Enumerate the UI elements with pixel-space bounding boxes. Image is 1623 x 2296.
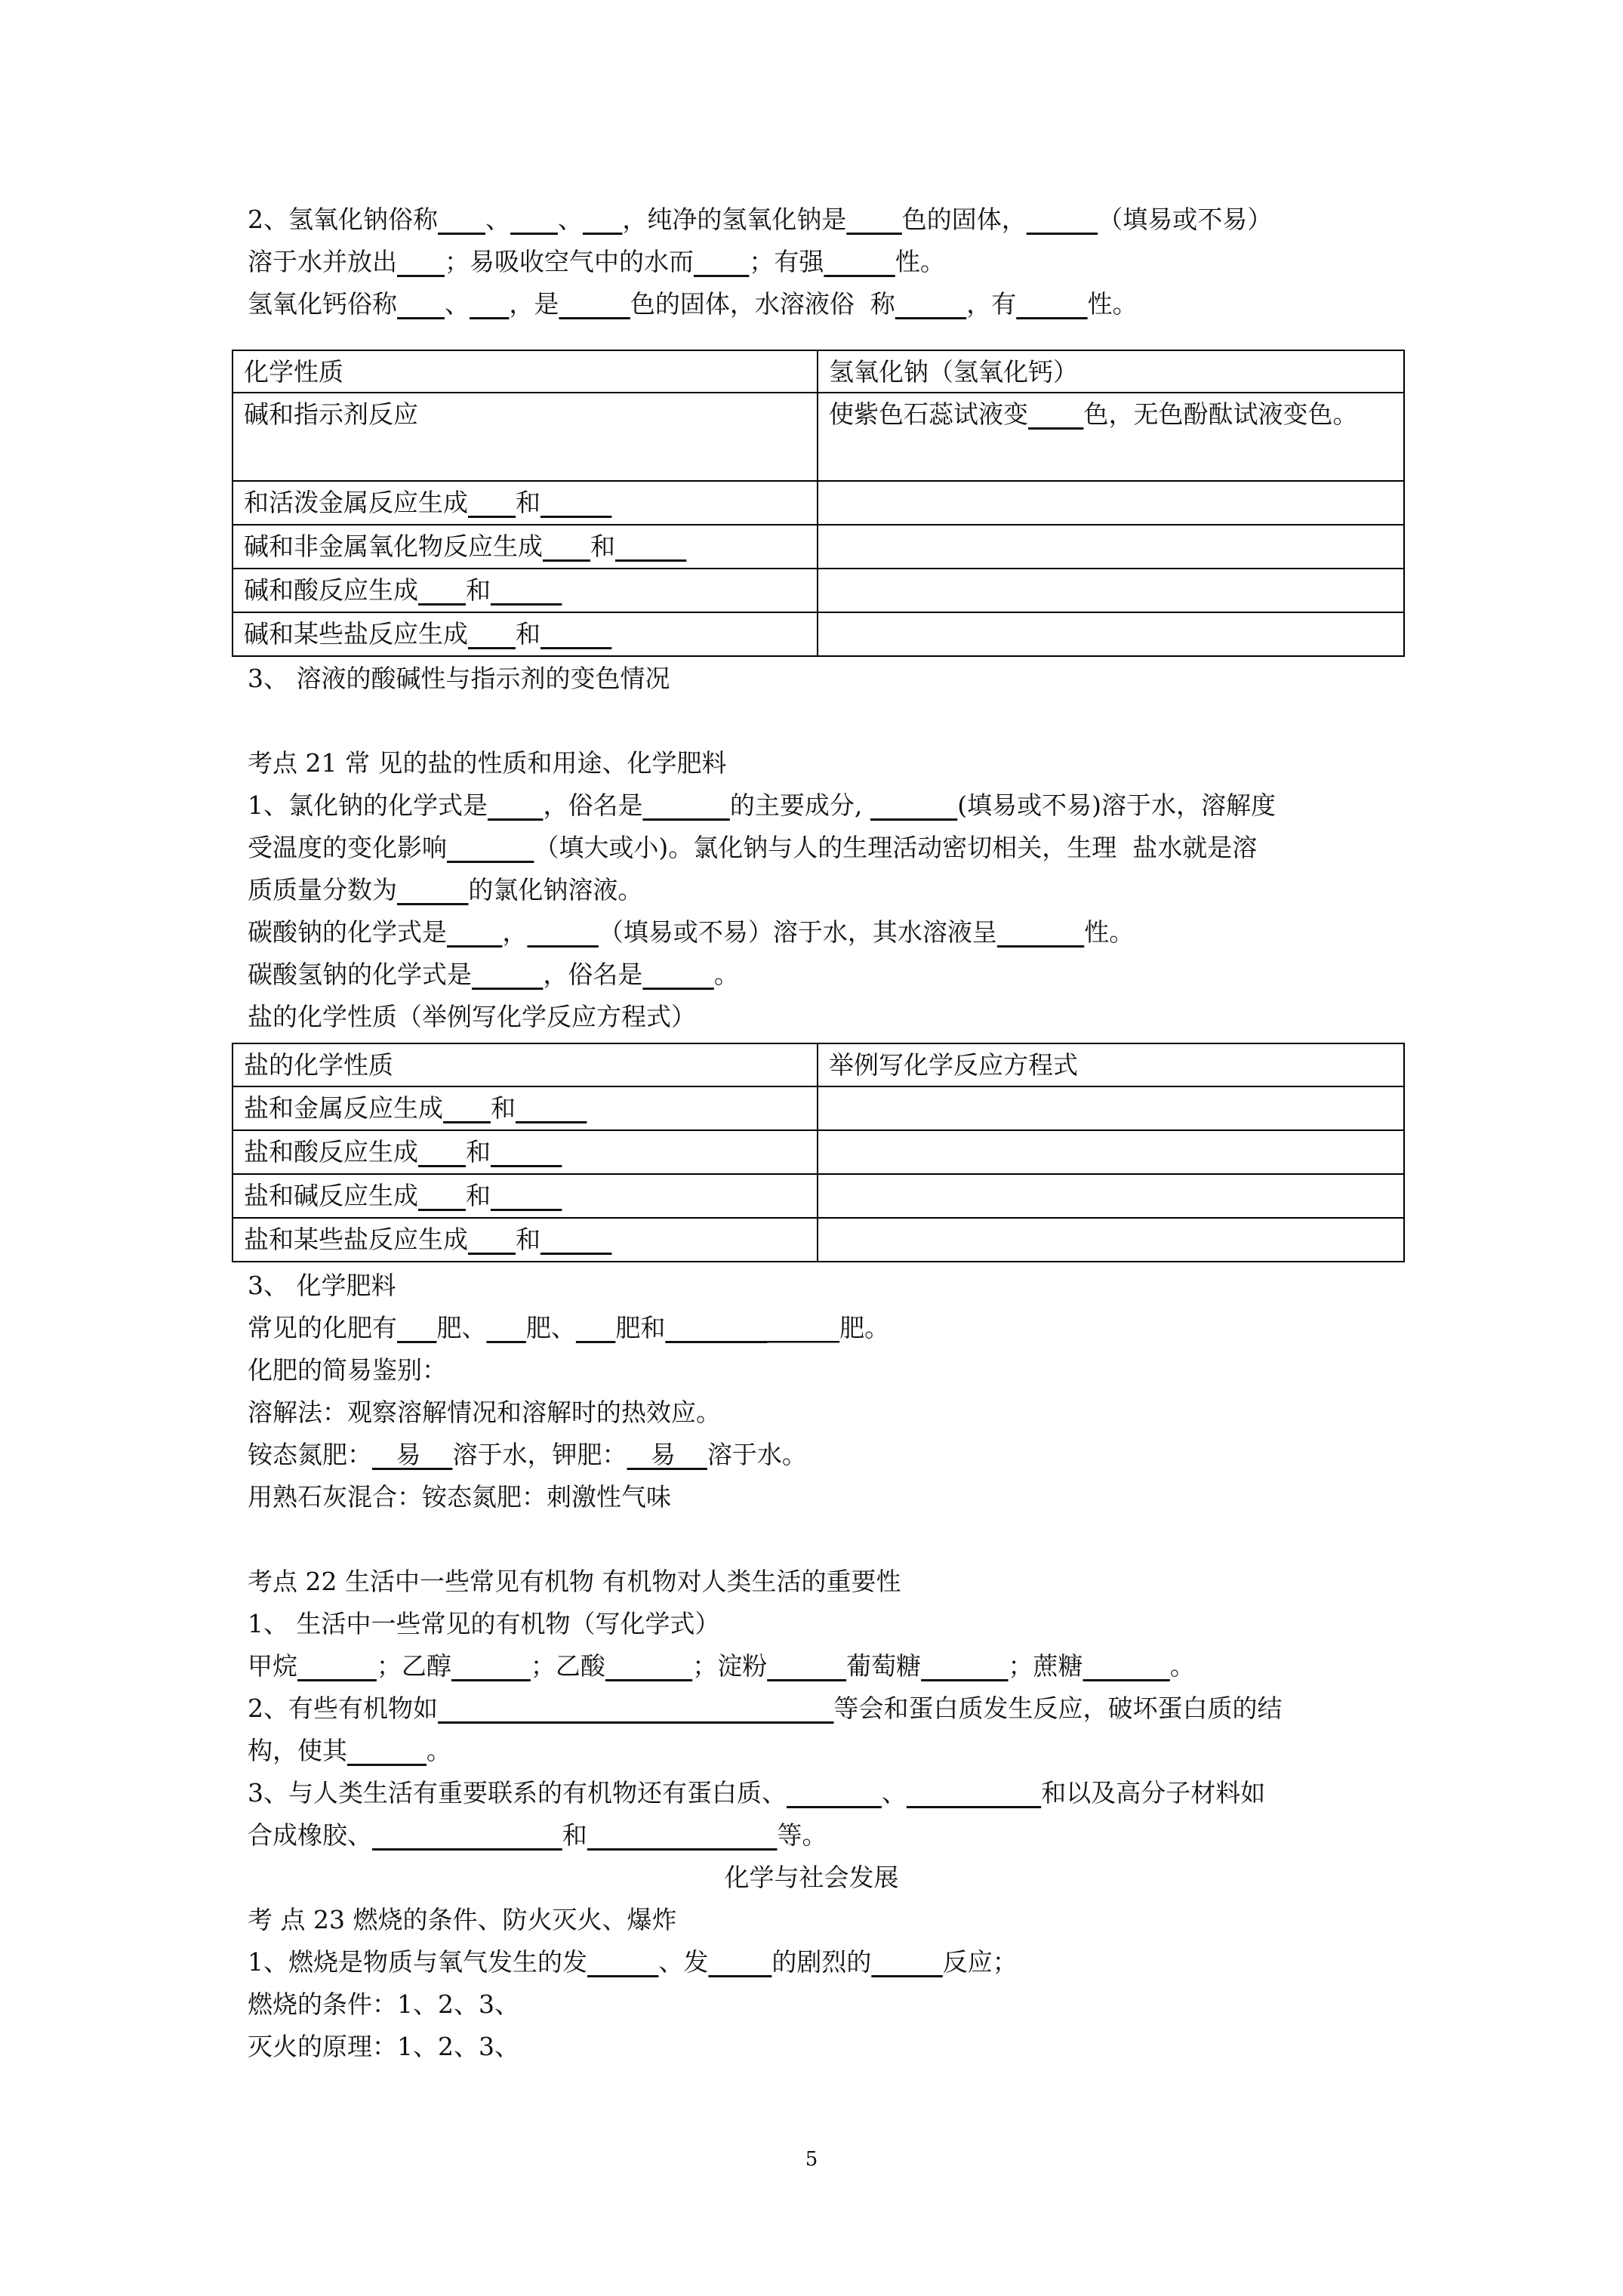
table-row [233, 1218, 1404, 1262]
table-cell: 盐和金属反应生成 和 [233, 1086, 818, 1130]
fert-line-2: 化肥的简易鉴别： [248, 1355, 447, 1385]
table-cell: 碱和酸反应生成 和 [233, 569, 818, 612]
blank [486, 1313, 525, 1342]
blank [694, 247, 749, 276]
kp22-line-3: 2、有些有机物如 等会和蛋白质发生反应，破坏蛋白质的结 [248, 1693, 1283, 1723]
blank [488, 791, 543, 820]
blank [540, 488, 611, 517]
kp22-line-6: 合成橡胶、 和 等。 [248, 1820, 827, 1850]
table-row [233, 1174, 1404, 1218]
blank [543, 532, 590, 561]
blank [642, 960, 713, 989]
caoh-line: 氢氧化钙俗称 、 ，是 色的固体，水溶液俗 称 ，有 性。 [248, 289, 1138, 319]
blank [587, 1947, 658, 1977]
fert-line-5: 用熟石灰混合：铵态氮肥：刺激性气味 [248, 1482, 671, 1512]
header-cell: 盐的化学性质 [233, 1043, 818, 1086]
kp23-title: 考 点 23 燃烧的条件、防火灭火、爆炸 [248, 1905, 677, 1934]
table-cell: 和活泼金属反应生成 和 [233, 481, 818, 525]
blank [418, 1181, 466, 1210]
table-cell: 使紫色石蕊试液变 色，无色酚酞试液变色。 [818, 393, 1404, 481]
blank [1016, 289, 1087, 319]
blank [397, 875, 468, 905]
kp22-line-2: 甲烷 ；乙醇 ；乙酸 ；淀粉 葡萄糖 ；蔗糖 。 [248, 1651, 1195, 1681]
blank [997, 917, 1084, 947]
kp22-title: 考点 22 生活中一些常见有机物 有机物对人类生活的重要性 [248, 1567, 901, 1596]
fert-line-4: 铵态氮肥： 易 溶于水，钾肥： 易 溶于水。 [248, 1440, 807, 1469]
blank [540, 619, 611, 649]
blank [921, 1651, 1008, 1681]
blank [443, 1093, 491, 1123]
table-cell: 盐和碱反应生成 和 [233, 1174, 818, 1218]
kp23-line-1: 1、燃烧是物质与氧气发生的发 、发 的剧烈的 反应； [248, 1947, 1018, 1977]
blank [615, 532, 686, 561]
header-cell: 氢氧化钠（氢氧化钙） [818, 350, 1404, 393]
table-cell [818, 612, 1404, 656]
table-cell [818, 1130, 1404, 1174]
table-cell: 碱和指示剂反应 [233, 393, 818, 481]
blank [468, 619, 516, 649]
blank [447, 833, 534, 862]
blank [605, 1651, 692, 1681]
blank [372, 1820, 562, 1850]
indicator-line: 3、 溶液的酸碱性与指示剂的变色情况 [248, 664, 670, 693]
blank [472, 960, 543, 989]
kp21-line-4: 碳酸钠的化学式是 ， （填易或不易）溶于水，其水溶液呈 性。 [248, 917, 1135, 947]
header-cell: 化学性质 [233, 350, 818, 393]
table-cell [818, 1218, 1404, 1262]
kp21-line-6: 盐的化学性质（举例写化学反应方程式） [248, 1002, 696, 1031]
blank [767, 1651, 846, 1681]
blank [527, 917, 598, 947]
blank [540, 1225, 611, 1254]
blank [451, 1651, 531, 1681]
table-cell [818, 569, 1404, 612]
kp22-line-4: 构，使其 。 [248, 1736, 451, 1765]
blank [347, 1736, 427, 1765]
filled-blank: 易 [372, 1440, 453, 1469]
kp21-title: 考点 21 常 见的盐的性质和用途、化学肥料 [248, 748, 727, 778]
table-row [233, 569, 1404, 612]
blank [583, 205, 622, 234]
blank [447, 917, 502, 947]
table-row [233, 525, 1404, 569]
naoh-line-1: 2、氢氧化钠俗称 、 、 ，纯净的氢氧化钠是 色的固体， （填易或不易） [248, 205, 1273, 234]
page-number: 5 [805, 2148, 818, 2171]
blank [297, 1651, 377, 1681]
table-header-row [233, 1043, 1404, 1086]
blank [895, 289, 966, 319]
kp22-line-1: 1、 生活中一些常见的有机物（写化学式） [248, 1609, 720, 1638]
table-row [233, 612, 1404, 656]
blank [1028, 399, 1083, 429]
blank [787, 1778, 882, 1808]
blank [510, 205, 558, 234]
salt-properties-table [232, 1043, 1405, 1262]
blank [468, 488, 516, 517]
table-row [233, 481, 1404, 525]
blank [491, 575, 562, 605]
blank [708, 1947, 771, 1977]
blank [642, 791, 729, 820]
blank [397, 247, 445, 276]
blank [907, 1778, 1041, 1808]
kp21-line-3: 质质量分数为 的氯化钠溶液。 [248, 875, 643, 905]
table-cell [818, 481, 1404, 525]
blank [824, 247, 895, 276]
fert-line-1: 常见的化肥有 肥、 肥、 肥和 肥。 [248, 1313, 890, 1342]
blank [871, 1947, 942, 1977]
section-title: 化学与社会发展 [724, 1863, 899, 1892]
blank [516, 1093, 587, 1123]
blank [576, 1313, 615, 1342]
kp23-line-2: 燃烧的条件：1、2、3、 [248, 1989, 519, 2019]
table-cell [818, 525, 1404, 569]
kp21-line-2: 受温度的变化影响 （填大或小)。氯化钠与人的生理活动密切相关，生理 盐水就是溶 [248, 833, 1258, 862]
blank [468, 1225, 516, 1254]
table-row [233, 1086, 1404, 1130]
blank [438, 205, 485, 234]
blank [491, 1181, 562, 1210]
kp23-line-3: 灭火的原理：1、2、3、 [248, 2032, 519, 2061]
filled-blank: 易 [627, 1440, 707, 1469]
table-cell: 盐和酸反应生成 和 [233, 1130, 818, 1174]
table-cell: 盐和某些盐反应生成 和 [233, 1218, 818, 1262]
blank [1027, 205, 1098, 234]
kp21-line-1: 1、氯化钠的化学式是 ，俗名是 的主要成分, (填易或不易)溶于水，溶解度 [248, 791, 1276, 820]
blank [1083, 1651, 1170, 1681]
blank [418, 575, 466, 605]
table-cell [818, 1086, 1404, 1130]
blank [470, 289, 509, 319]
base-properties-table [232, 350, 1405, 657]
blank [438, 1693, 834, 1723]
fert-title: 3、 化学肥料 [248, 1271, 396, 1300]
blank [846, 205, 901, 234]
table-row [233, 393, 1404, 481]
header-cell: 举例写化学反应方程式 [818, 1043, 1404, 1086]
blank [397, 289, 445, 319]
fert-line-3: 溶解法：观察溶解情况和溶解时的热效应。 [248, 1398, 721, 1427]
blank [665, 1313, 839, 1342]
blank [397, 1313, 436, 1342]
table-cell: 碱和非金属氧化物反应生成 和 [233, 525, 818, 569]
blank [418, 1137, 466, 1166]
table-header-row [233, 350, 1404, 393]
blank [559, 289, 630, 319]
blank [491, 1137, 562, 1166]
blank [587, 1820, 778, 1850]
table-cell [818, 1174, 1404, 1218]
naoh-line-2: 溶于水并放出 ；易吸收空气中的水而 ；有强 性。 [248, 247, 945, 276]
table-row [233, 1130, 1404, 1174]
kp21-line-5: 碳酸氢钠的化学式是 ，俗名是 。 [248, 960, 739, 989]
table-cell: 碱和某些盐反应生成 和 [233, 612, 818, 656]
kp22-line-5: 3、与人类生活有重要联系的有机物还有蛋白质、 、 和以及高分子材料如 [248, 1778, 1266, 1808]
blank [870, 791, 957, 820]
